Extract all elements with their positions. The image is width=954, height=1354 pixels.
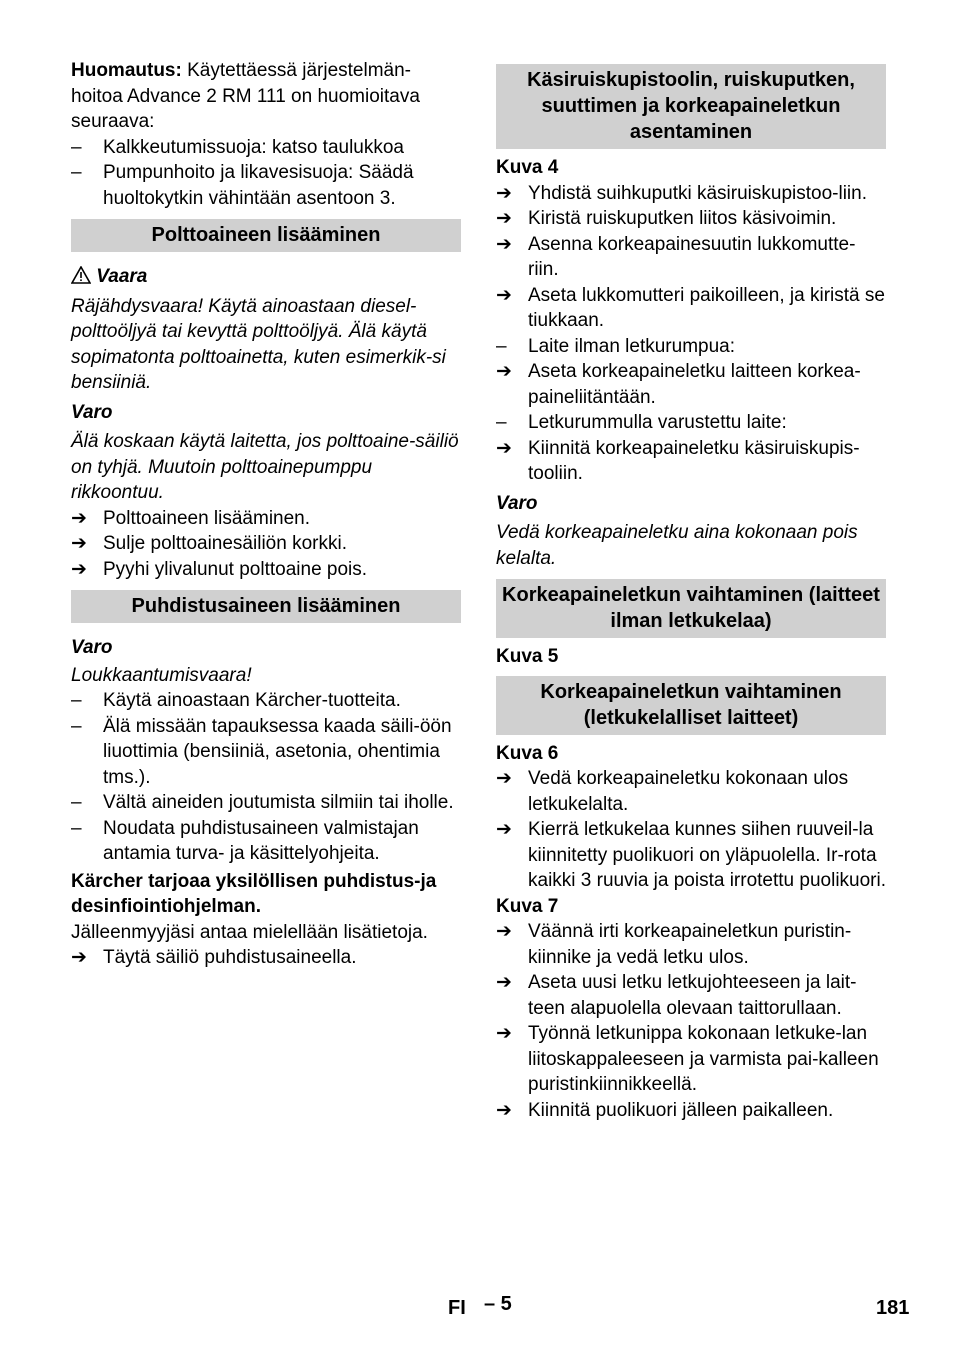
dash-bullet: – xyxy=(71,162,82,183)
list-item-text: Vedä korkeapaineletku kokonaan ulos letkukelalta. xyxy=(528,768,849,815)
dash-bullet: – xyxy=(496,335,507,357)
figure-label: Kuva 7 xyxy=(496,895,559,917)
list-item-text: Täytä säiliö puhdistusaineella. xyxy=(103,947,357,968)
karcher-program-text: Kärcher tarjoaa yksilöllisen puhdistus-ja desinfiointiohjelman. xyxy=(71,870,437,917)
list-item-text: Pyyhi ylivalunut polttoaine pois. xyxy=(103,558,368,580)
list-item-text: Käytä ainoastaan Kärcher-tuotteita. xyxy=(103,690,401,711)
list-item xyxy=(496,817,886,894)
dash-bullet: – xyxy=(71,690,82,711)
section-heading-assembly: Käsiruiskupistoolin, ruiskuputken, suuttimen ja korkeapaineletkun asentaminen xyxy=(496,64,886,149)
note-text: Käytettäessä järjestelmän-hoitoa Advance 2 RM 111 on huomioitava seuraava: xyxy=(71,60,420,132)
list-item xyxy=(496,206,886,232)
caution-label: Varo xyxy=(71,637,113,658)
caution-label: Varo xyxy=(71,401,113,423)
list-item-text: Yhdistä suihkuputki käsiruiskupistoo-liin. xyxy=(528,182,867,204)
caution-label: Varo xyxy=(496,492,538,514)
list-item-text: Kiinnitä korkeapaineletku käsiruiskupis-tooliin. xyxy=(528,437,860,484)
list-item xyxy=(496,970,886,1021)
right-arrow-icon: ➔ xyxy=(496,1023,512,1044)
page-number: 181 xyxy=(876,1297,910,1319)
warning-triangle-icon xyxy=(71,266,91,287)
list-item-text: Pumpunhoito ja likavesisuoja: Säädä huoltokytkin vähintään asentoon 3. xyxy=(103,162,414,209)
list-item xyxy=(496,359,886,410)
list-item xyxy=(496,1098,886,1124)
note-paragraph xyxy=(71,58,461,135)
left-column xyxy=(71,58,461,971)
right-arrow-icon: ➔ xyxy=(71,947,87,968)
list-item xyxy=(71,945,461,971)
list-item xyxy=(71,557,461,583)
danger-text: Räjähdysvaara! Käytä ainoastaan diesel-polttoöljyä tai kevyttä polttoöljyä. Älä käytä sopimatonta polttoainetta, kuten esimerkik-si bensiiniä. xyxy=(71,295,446,393)
list-item xyxy=(71,790,461,816)
section-heading-fuel: Polttoaineen lisääminen xyxy=(71,219,461,252)
list-item-text: Kiinnitä puolikuori jälleen paikalleen. xyxy=(528,1099,834,1121)
list-item-text: Letkurummulla varustettu laite: xyxy=(528,412,787,433)
right-arrow-icon: ➔ xyxy=(71,558,87,580)
right-arrow-icon: ➔ xyxy=(496,1099,512,1121)
caution-text: Vedä korkeapaineletku aina kokonaan pois kelalta. xyxy=(496,522,858,569)
right-arrow-icon: ➔ xyxy=(496,208,512,229)
figure-label: Kuva 5 xyxy=(496,646,559,667)
dash-bullet: – xyxy=(71,792,82,813)
list-item xyxy=(71,816,461,867)
list-item-text: Väännä irti korkeapaineletkun puristin-kiinnike ja vedä letku ulos. xyxy=(528,921,852,968)
list-item xyxy=(496,919,886,970)
danger-label-line xyxy=(71,264,461,290)
dash-bullet: – xyxy=(71,817,82,839)
section-heading-replace-no-reel: Korkeapaineletkun vaihtaminen (laitteet ilman letkukelaa) xyxy=(496,579,886,638)
list-item xyxy=(496,766,886,817)
list-item xyxy=(496,181,886,207)
list-item xyxy=(71,714,461,791)
right-arrow-icon: ➔ xyxy=(496,182,512,204)
list-item-text: Aseta uusi letku letkujohteeseen ja lait-teen alapuolella olevaan taittorullaan. xyxy=(528,972,857,1019)
right-arrow-icon: ➔ xyxy=(496,921,512,942)
list-item-text: Kierrä letkukelaa kunnes siihen ruuveil-la kiinnitetty puolikuori on yläpuolella. Ir-rota kaikki 3 ruuvia ja poista irrotettu puolikuori. xyxy=(528,819,887,891)
section-heading-cleaner: Puhdistusaineen lisääminen xyxy=(71,590,461,623)
right-arrow-icon: ➔ xyxy=(496,972,512,993)
dash-bullet: – xyxy=(496,412,507,433)
footer-language: FI xyxy=(448,1297,466,1319)
dash-bullet: – xyxy=(71,136,82,158)
caution-text: Älä koskaan käytä laitetta, jos polttoaine-säiliö on tyhjä. Muutoin polttoainepumppu rikkoontuu. xyxy=(71,431,459,503)
right-column xyxy=(496,58,886,1123)
list-item-text: Kiristä ruiskuputken liitos käsivoimin. xyxy=(528,208,837,229)
list-item-text: Laite ilman letkurumpua: xyxy=(528,335,735,357)
note-label: Huomautus: xyxy=(71,60,182,81)
right-arrow-icon: ➔ xyxy=(71,533,87,554)
right-arrow-icon: ➔ xyxy=(496,819,512,840)
list-item xyxy=(496,410,886,436)
list-item-text: Polttoaineen lisääminen. xyxy=(103,507,311,529)
section-heading-replace-reel: Korkeapaineletkun vaihtaminen (letkukelalliset laitteet) xyxy=(496,676,886,735)
right-arrow-icon: ➔ xyxy=(496,437,512,459)
figure-label: Kuva 6 xyxy=(496,742,559,764)
list-item-text: Kalkkeutumissuoja: katso taulukkoa xyxy=(103,136,404,158)
list-item-text: Vältä aineiden joutumista silmiin tai iholle. xyxy=(103,792,454,813)
list-item xyxy=(496,436,886,487)
list-item xyxy=(71,531,461,557)
list-item xyxy=(71,506,461,532)
caution-text: Loukkaantumisvaara! xyxy=(71,664,252,686)
dealer-text: Jälleenmyyjäsi antaa mielellään lisätietoja. xyxy=(71,921,428,943)
list-item xyxy=(71,135,461,161)
right-arrow-icon: ➔ xyxy=(496,768,512,789)
dash-bullet: – xyxy=(71,715,82,737)
list-item-text: Sulje polttoainesäiliön korkki. xyxy=(103,533,347,554)
right-arrow-icon: ➔ xyxy=(496,233,512,255)
list-item xyxy=(496,334,886,360)
list-item-text: Aseta korkeapaineletku laitteen korkea-paineliitäntään. xyxy=(528,361,861,408)
right-arrow-icon: ➔ xyxy=(496,361,512,382)
list-item xyxy=(71,688,461,714)
figure-label: Kuva 4 xyxy=(496,157,559,178)
list-item-text: Älä missään tapauksessa kaada säili-öön liuottimia (bensiiniä, asetonia, ohentimia tms.). xyxy=(103,715,452,788)
danger-label: Vaara xyxy=(96,266,148,287)
list-item xyxy=(496,232,886,283)
right-arrow-icon: ➔ xyxy=(71,507,87,529)
right-arrow-icon: ➔ xyxy=(496,284,512,306)
footer-section-number: – 5 xyxy=(484,1293,512,1315)
list-item-text: Työnnä letkunippa kokonaan letkuke-lan liitoskappaleeseen ja varmista pai-kalleen puristinkiinnikkeellä. xyxy=(528,1023,879,1095)
list-item-text: Asenna korkeapainesuutin lukkomutte-riin. xyxy=(528,233,856,280)
list-item-text: Noudata puhdistusaineen valmistajan antamia turva- ja käsittelyohjeita. xyxy=(103,817,419,864)
list-item xyxy=(496,283,886,334)
list-item-text: Aseta lukkomutteri paikoilleen, ja kiristä se tiukkaan. xyxy=(528,284,885,331)
list-item xyxy=(71,160,461,211)
list-item xyxy=(496,1021,886,1098)
